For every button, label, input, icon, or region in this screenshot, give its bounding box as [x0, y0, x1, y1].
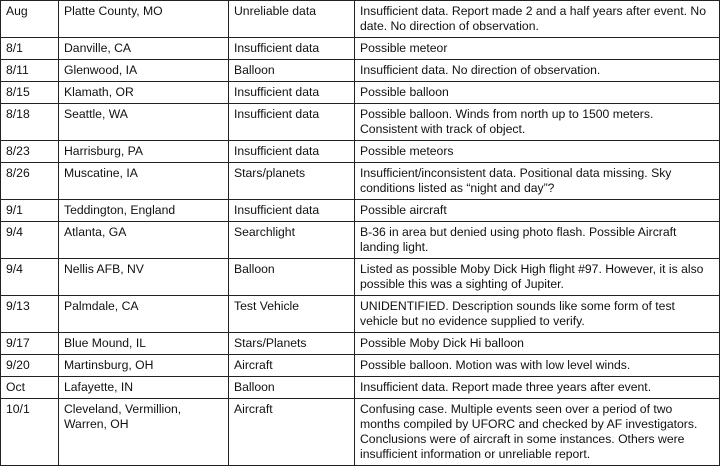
date-cell: Oct	[1, 377, 59, 399]
comment-cell: Insufficient data. Report made three years after event.	[355, 377, 720, 399]
evaluation-cell: Test Vehicle	[229, 296, 355, 333]
date-cell: 8/1	[1, 38, 59, 60]
location-cell: Teddington, England	[59, 200, 229, 222]
table-row	[1, 200, 720, 222]
evaluation-cell: Stars/Planets	[229, 333, 355, 355]
table-row	[1, 104, 720, 141]
location-cell: Harrisburg, PA	[59, 141, 229, 163]
location-cell: Martinsburg, OH	[59, 355, 229, 377]
location-cell: Lafayette, IN	[59, 377, 229, 399]
evaluation-cell: Aircraft	[229, 399, 355, 466]
location-cell: Platte County, MO	[59, 1, 229, 38]
table-row	[1, 141, 720, 163]
comment-cell: UNIDENTIFIED. Description sounds like some form of test vehicle but no evidence supplied to verify.	[355, 296, 720, 333]
evaluation-cell: Aircraft	[229, 355, 355, 377]
date-cell: 9/13	[1, 296, 59, 333]
table-row	[1, 222, 720, 259]
comment-cell: Possible aircraft	[355, 200, 720, 222]
comment-cell: Possible balloon	[355, 82, 720, 104]
evaluation-cell: Balloon	[229, 377, 355, 399]
comment-cell: Possible balloon. Motion was with low level winds.	[355, 355, 720, 377]
date-cell: 8/18	[1, 104, 59, 141]
date-cell: 8/26	[1, 163, 59, 200]
location-cell: Danville, CA	[59, 38, 229, 60]
evaluation-cell: Insufficient data	[229, 82, 355, 104]
date-cell: 9/17	[1, 333, 59, 355]
table-row	[1, 60, 720, 82]
comment-cell: Possible meteors	[355, 141, 720, 163]
date-cell: 10/1	[1, 399, 59, 466]
location-cell: Nellis AFB, NV	[59, 259, 229, 296]
comment-cell: Possible Moby Dick Hi balloon	[355, 333, 720, 355]
location-cell: Klamath, OR	[59, 82, 229, 104]
table-row	[1, 163, 720, 200]
evaluation-cell: Insufficient data	[229, 104, 355, 141]
location-cell: Atlanta, GA	[59, 222, 229, 259]
location-cell: Palmdale, CA	[59, 296, 229, 333]
evaluation-cell: Insufficient data	[229, 141, 355, 163]
location-cell: Seattle, WA	[59, 104, 229, 141]
evaluation-cell: Searchlight	[229, 222, 355, 259]
evaluation-cell: Insufficient data	[229, 38, 355, 60]
date-cell: Aug	[1, 1, 59, 38]
comment-cell: Insufficient/inconsistent data. Positional data missing. Sky conditions listed as “night and day”?	[355, 163, 720, 200]
table-row	[1, 399, 720, 466]
table-row	[1, 377, 720, 399]
table-row	[1, 333, 720, 355]
location-cell: Muscatine, IA	[59, 163, 229, 200]
table-row	[1, 82, 720, 104]
evaluation-cell: Balloon	[229, 60, 355, 82]
evaluation-cell: Stars/planets	[229, 163, 355, 200]
evaluation-cell: Unreliable data	[229, 1, 355, 38]
date-cell: 8/11	[1, 60, 59, 82]
date-cell: 9/20	[1, 355, 59, 377]
date-cell: 9/4	[1, 259, 59, 296]
table-row	[1, 38, 720, 60]
date-cell: 9/4	[1, 222, 59, 259]
table-row	[1, 296, 720, 333]
date-cell: 8/23	[1, 141, 59, 163]
date-cell: 8/15	[1, 82, 59, 104]
comment-cell: Possible meteor	[355, 38, 720, 60]
evaluation-cell: Insufficient data	[229, 200, 355, 222]
table-row	[1, 355, 720, 377]
comment-cell: Insufficient data. Report made 2 and a half years after event. No date. No direction of observation.	[355, 1, 720, 38]
comment-cell: Confusing case. Multiple events seen over a period of two months compiled by UFORC and checked by AF investigators. Conclusions were of aircraft in some instances. Others were insufficient information or unreliable report.	[355, 399, 720, 466]
comment-cell: Listed as possible Moby Dick High flight #97. However, it is also possible this was a sighting of Jupiter.	[355, 259, 720, 296]
comment-cell: Possible balloon. Winds from north up to 1500 meters. Consistent with track of object.	[355, 104, 720, 141]
comment-cell: Insufficient data. No direction of observation.	[355, 60, 720, 82]
date-cell: 9/1	[1, 200, 59, 222]
comment-cell: B-36 in area but denied using photo flash. Possible Aircraft landing light.	[355, 222, 720, 259]
evaluation-cell: Balloon	[229, 259, 355, 296]
location-cell: Blue Mound, IL	[59, 333, 229, 355]
location-cell: Cleveland, Vermillion, Warren, OH	[59, 399, 229, 466]
location-cell: Glenwood, IA	[59, 60, 229, 82]
table-row	[1, 1, 720, 38]
table-row	[1, 259, 720, 296]
